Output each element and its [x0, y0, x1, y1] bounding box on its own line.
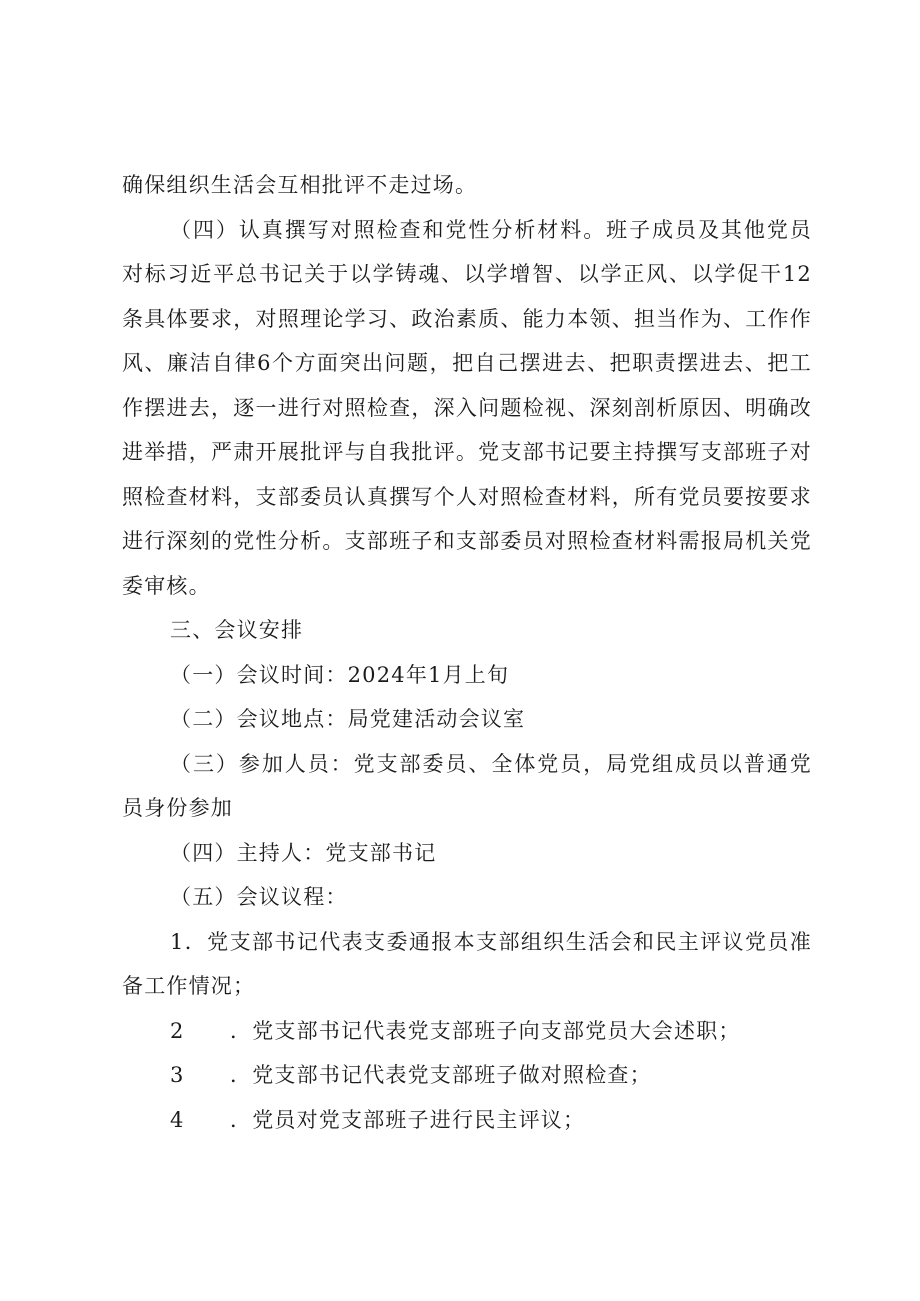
meeting-participants: （三）参加人员：党支部委员、全体党员，局党组成员以普通党员身份参加: [122, 751, 812, 820]
agenda-text: ．党员对党支部班子进行民主评议；: [230, 1107, 586, 1132]
meeting-time: （一）会议时间：2024年1月上旬: [170, 662, 510, 687]
paragraph-continuation: 确保组织生活会互相批评不走过场。: [122, 173, 478, 197]
agenda-item-1: 1．党支部书记代表支委通报本支部组织生活会和民主评议党员准备工作情况；: [122, 929, 812, 998]
meeting-location: （二）会议地点：局党建活动会议室: [170, 707, 526, 731]
agenda-item-3: [122, 1053, 812, 1098]
agenda-number: 2: [170, 1018, 185, 1043]
agenda-item-4: [122, 1098, 812, 1143]
paragraph-materials: （四）认真撰写对照检查和党性分析材料。班子成员及其他党员对标习近平总书记关于以学铸魂、以学增智、以学正风、以学促干12条具体要求，对照理论学习、政治素质、能力本领、担当作为、工作作风、廉洁自律6个方面突出问题，把自己摆进去、把职责摆进去、把工作摆进去，逐一进行对照检查，深入问题检视、深刻剖析原因、明确改进举措，严肃开展批评与自我批评。党支部书记要主持撰写支部班子对照检查材料，支部委员认真撰写个人对照检查材料，所有党员要按要求进行深刻的党性分析。支部班子和支部委员对照检查材料需报局机关党委审核。: [122, 217, 812, 598]
section-heading-meeting-arrangement: 三、会议安排: [170, 618, 304, 642]
agenda-text: ．党支部书记代表党支部班子向支部党员大会述职；: [230, 1018, 741, 1043]
meeting-host: （四）主持人：党支部书记: [170, 840, 437, 865]
document-body: [122, 163, 812, 1142]
agenda-text: ．党支部书记代表党支部班子做对照检查；: [230, 1063, 652, 1087]
agenda-number: 3: [170, 1063, 185, 1087]
agenda-number: 4: [170, 1107, 185, 1132]
meeting-agenda-heading: （五）会议议程：: [170, 885, 348, 909]
agenda-item-2: [122, 1009, 812, 1054]
